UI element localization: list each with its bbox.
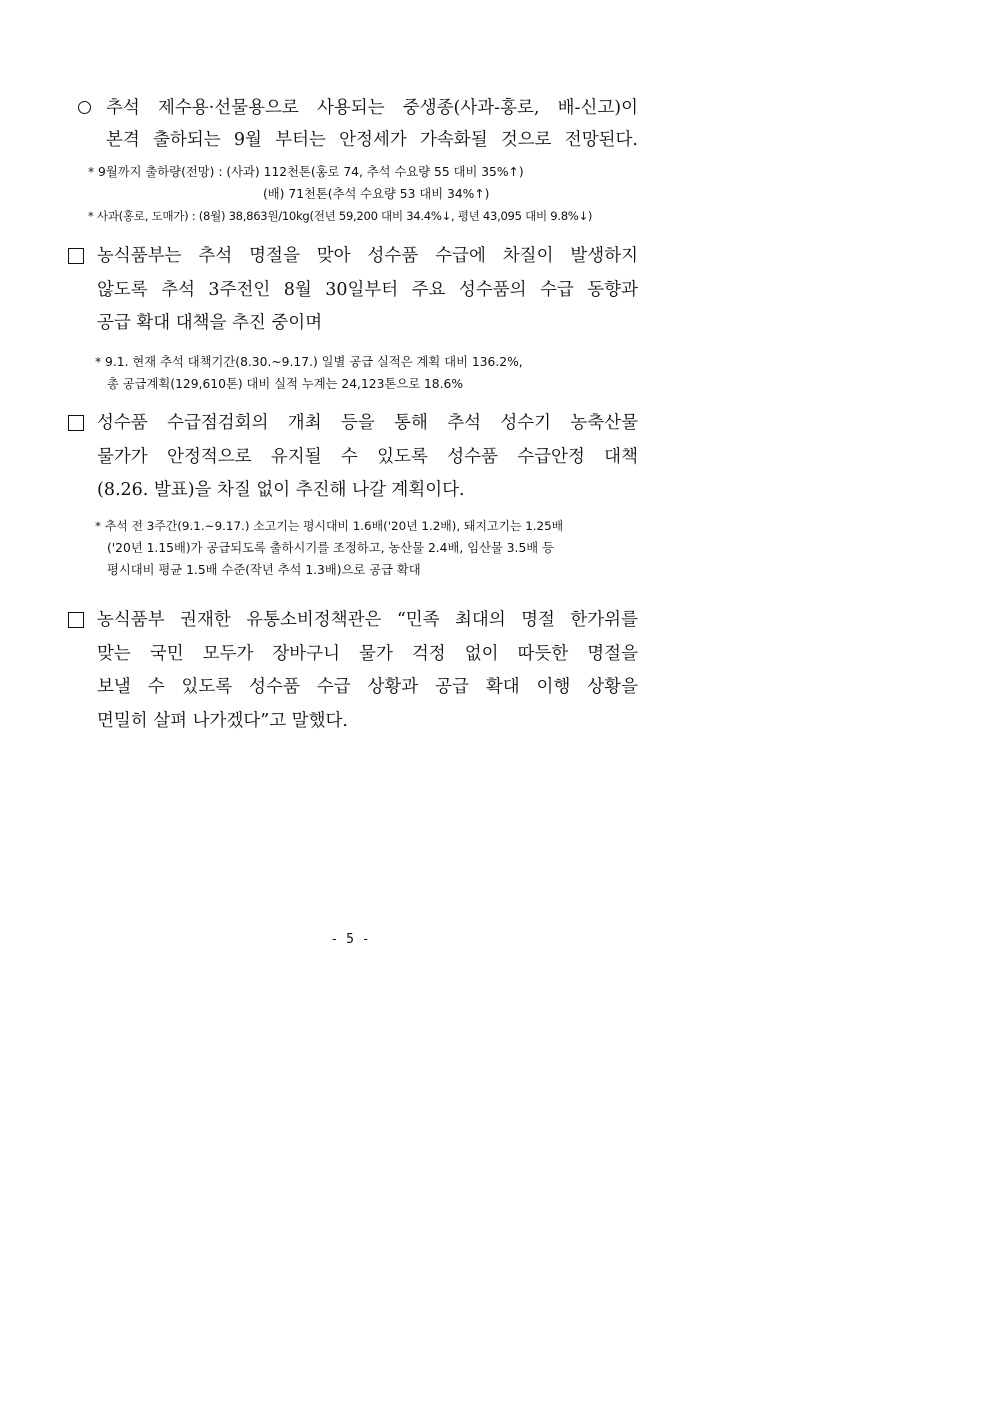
text-line: 농식품부는 추석 명절을 맞아 성수품 수급에 차질이 발생하지: [97, 246, 638, 266]
square-bullet-icon: [68, 248, 84, 264]
box-bullet-paragraph: [68, 604, 638, 738]
footnote-line: 평시대비 평균 1.5배 수준(작년 추석 1.3배)으로 공급 확대: [107, 563, 421, 577]
square-bullet-icon: [68, 612, 84, 628]
footnote-line: ('20년 1.15배)가 공급되도록 출하시기를 조정하고, 농산물 2.4배, 임산물 3.5배 등: [107, 541, 554, 555]
text-line: 성수품 수급점검회의 개최 등을 통해 추석 성수기 농축산물: [97, 413, 638, 433]
box-bullet-paragraph: [68, 240, 638, 341]
footnote-line: * 추석 전 3주간(9.1.~9.17.) 소고기는 평시대비 1.6배('20년 1.2배), 돼지고기는 1.25배: [95, 519, 564, 533]
text-line: 공급 확대 대책을 추진 중이며: [97, 313, 323, 333]
paragraph-text: [97, 240, 638, 341]
text-line: 농식품부 권재한 유통소비정책관은 “민족 최대의 명절 한가위를: [97, 610, 638, 630]
footnote-line: * 사과(홍로, 도매가) : (8월) 38,863원/10kg(전년 59,200 대비 34.4%↓, 평년 43,095 대비 9.8%↓): [88, 209, 593, 223]
footnote-line: * 9월까지 출하량(전망) : (사과) 112천톤(홍로 74, 추석 수요량 55 대비 35%↑): [88, 165, 524, 179]
footnote-supply: [95, 351, 640, 395]
footnote-shipment: [88, 161, 648, 227]
footnote-line: 총 공급계획(129,610톤) 대비 실적 누계는 24,123톤으로 18.6%: [107, 377, 464, 391]
text-line: 물가가 안정적으로 유지될 수 있도록 성수품 수급안정 대책: [97, 446, 638, 467]
text-line: 추석 제수용·선물용으로 사용되는 중생종(사과-홍로, 배-신고)이: [106, 98, 638, 118]
square-bullet-icon: [68, 415, 84, 431]
page-number: - 5 -: [330, 932, 370, 947]
box-bullet-paragraph: [68, 407, 638, 508]
text-line: 본격 출하되는 9월 부터는 안정세가 가속화될 것으로 전망된다.: [106, 130, 638, 150]
paragraph-text: [108, 92, 638, 156]
paragraph-text: [97, 407, 638, 508]
circle-bullet-paragraph: [78, 92, 638, 156]
text-line: (8.26. 발표)을 차질 없이 추진해 나갈 계획이다.: [97, 480, 465, 500]
footnote-meat-supply: [95, 515, 640, 581]
text-line: 보낼 수 있도록 성수품 수급 상황과 공급 확대 이행 상황을: [97, 677, 638, 697]
text-line: 않도록 추석 3주전인 8월 30일부터 주요 성수품의 수급 동향과: [97, 279, 638, 300]
footnote-line: * 9.1. 현재 추석 대책기간(8.30.~9.17.) 일별 공급 실적은 계획 대비 136.2%,: [95, 355, 523, 369]
text-line: 맞는 국민 모두가 장바구니 물가 걱정 없이 따듯한 명절을: [97, 643, 638, 664]
text-line: 면밀히 살펴 나가겠다”고 말했다.: [97, 710, 348, 731]
footnote-line: (배) 71천톤(추석 수요량 53 대비 34%↑): [263, 187, 490, 201]
circle-bullet-icon: [78, 101, 91, 114]
paragraph-text: [97, 604, 638, 738]
